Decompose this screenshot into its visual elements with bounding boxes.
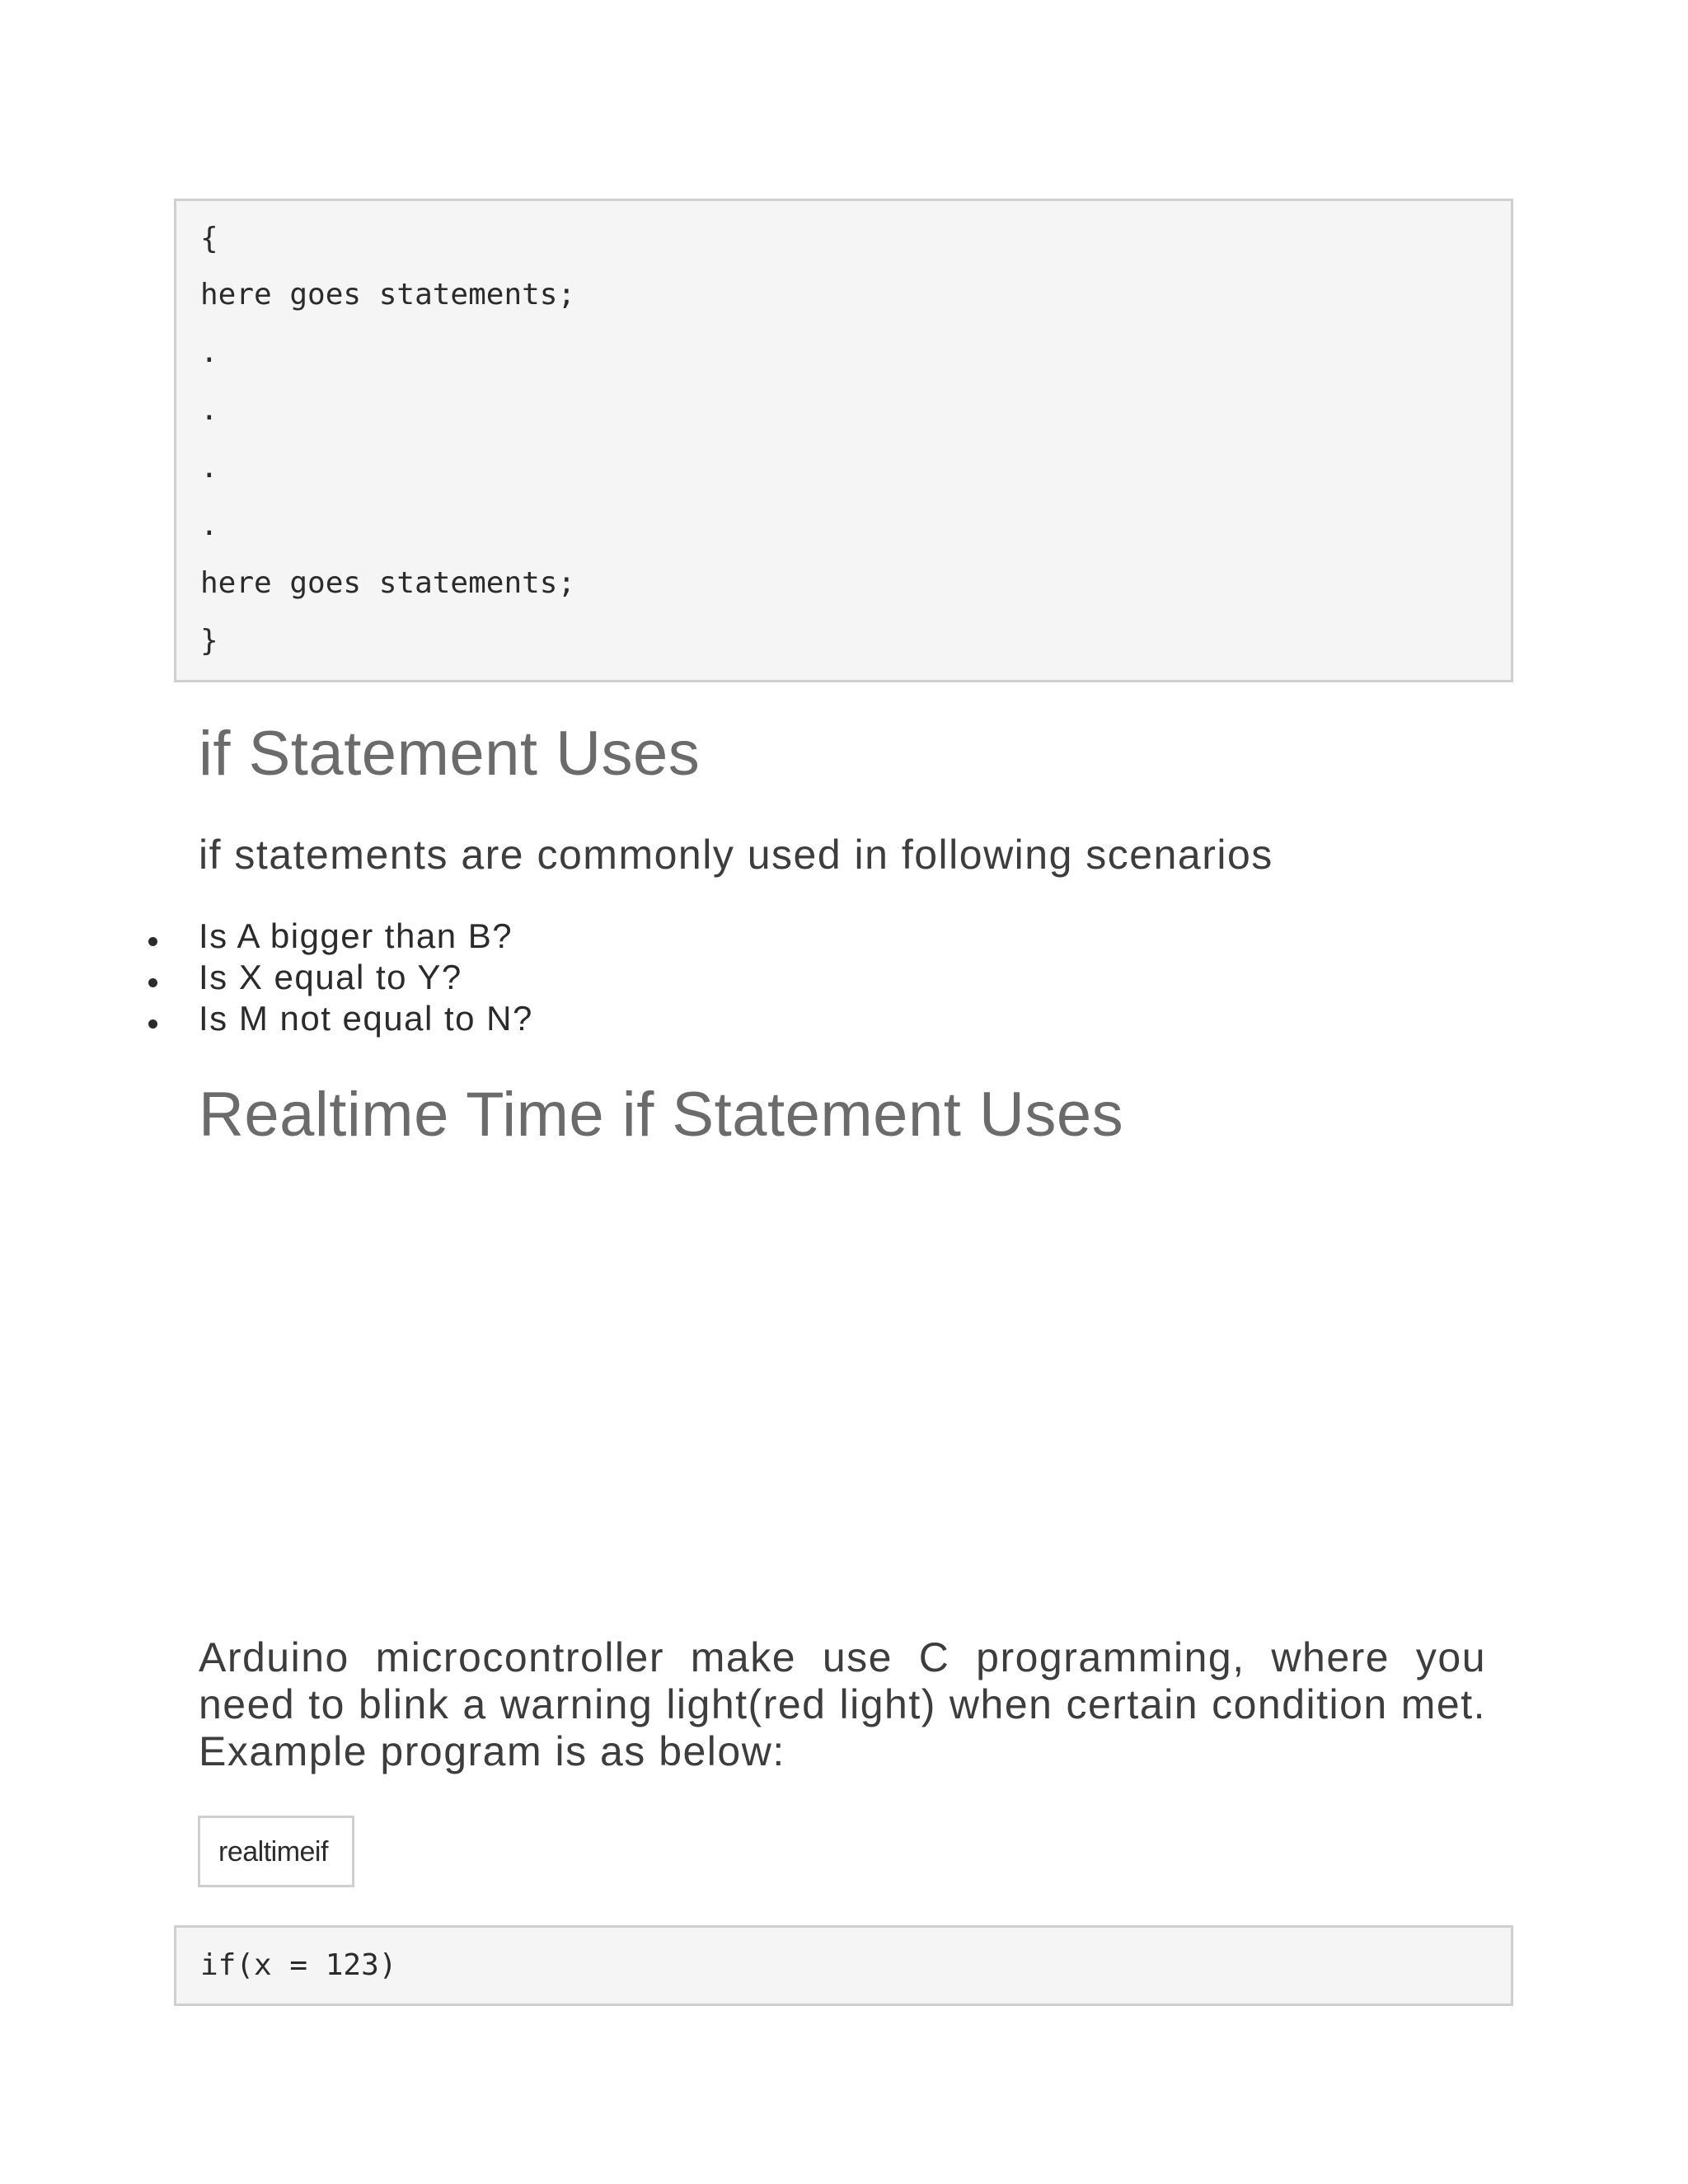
code-line: }	[200, 624, 218, 658]
code-block	[174, 1925, 1513, 2006]
list-item-text: Is A bigger than B?	[199, 916, 513, 955]
intro-paragraph: if statements are commonly used in following scenarios	[199, 832, 1273, 878]
code-line: {	[200, 222, 218, 255]
list-item-text: Is M not equal to N?	[199, 999, 533, 1038]
image-placeholder	[198, 1816, 354, 1887]
code-line: if(x = 123)	[200, 1948, 397, 1982]
code-line: .	[200, 393, 218, 427]
body-paragraph: Arduino microcontroller make use C programming, where you need to blink a warning light(red light) when certain condition met. Example program is as below:	[199, 1634, 1486, 1774]
code-line: .	[200, 335, 218, 369]
image-caption: realtimeif	[218, 1836, 328, 1868]
code-line: here goes statements;	[200, 278, 576, 312]
bullet-icon	[148, 978, 157, 987]
code-block	[174, 199, 1513, 682]
bullet-icon	[148, 1019, 157, 1029]
code-line: .	[200, 509, 218, 542]
bullet-icon	[148, 937, 157, 946]
section-heading: Realtime Time if Statement Uses	[199, 1080, 1124, 1150]
section-heading: if Statement Uses	[199, 719, 701, 789]
code-line: .	[200, 451, 218, 485]
code-line: here goes statements;	[200, 566, 576, 600]
list-item-text: Is X equal to Y?	[199, 958, 462, 996]
